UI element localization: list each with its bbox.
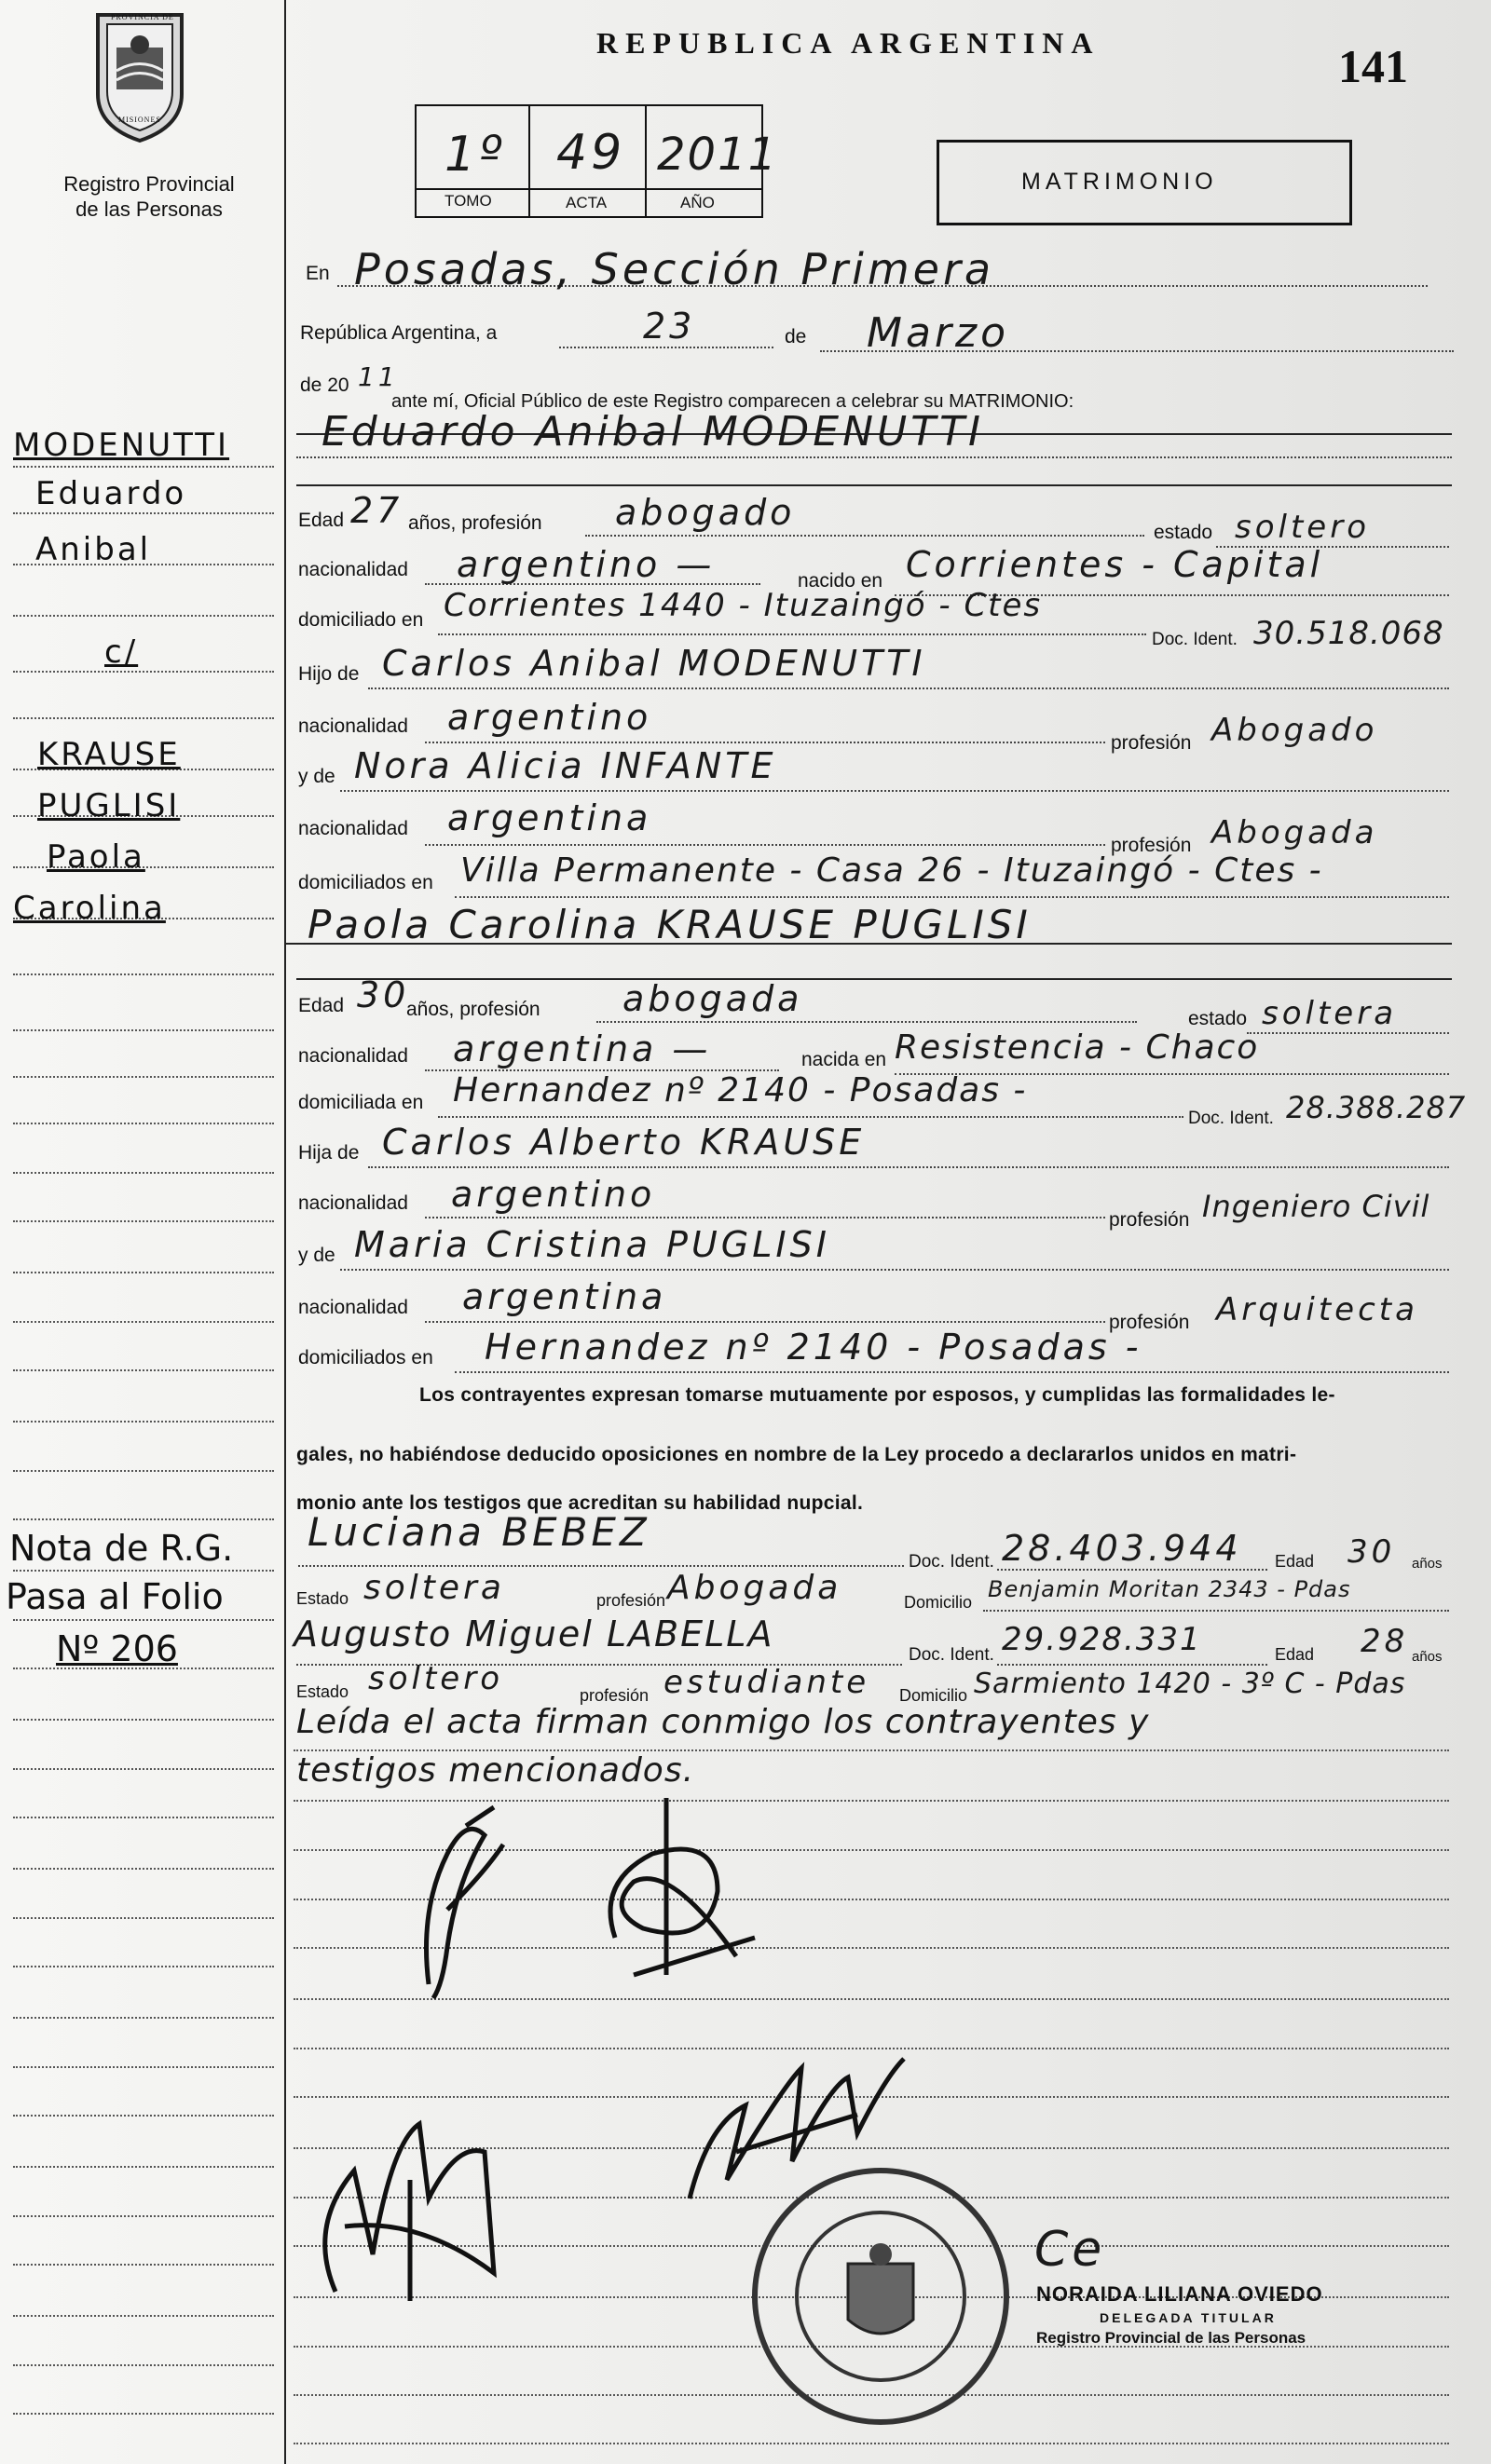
bride-mother-profession: Arquitecta [1216, 1291, 1418, 1328]
groom-birthplace: Corrientes - Capital [906, 544, 1324, 585]
groom-father-nationality: argentino [447, 697, 652, 738]
bride-doc: 28.388.287 [1286, 1090, 1467, 1125]
declaration-line2: gales, no habiéndose deducido oposiciones en nombre de la Ley procedo a declararlos unidos en matri- [296, 1444, 1297, 1465]
margin-note-line2: Pasa al Folio [6, 1576, 224, 1617]
bride-edad-label: Edad [298, 995, 345, 1016]
officer-name: NORAIDA LILIANA OVIEDO [1036, 2282, 1323, 2306]
witness1-address: Benjamin Moritan 2343 - Pdas [988, 1576, 1351, 1602]
en-label: En [306, 263, 330, 284]
anio-label: AÑO [680, 194, 715, 211]
tomo-label: TOMO [445, 192, 492, 210]
margin-groom-surname: MODENUTTI [13, 427, 230, 464]
groom-estado: soltero [1235, 509, 1370, 546]
margin-groom-first: Eduardo [35, 475, 187, 512]
groom-domicilio-label: domiciliado en [298, 609, 424, 631]
appear-text: ante mí, Oficial Público de este Registro comparecen a celebrar su MATRIMONIO: [391, 391, 1074, 412]
provincial-seal-icon [79, 6, 200, 145]
seal-bottom-text: MISIONES [118, 116, 161, 124]
margin-note-line3: Nº 206 [56, 1628, 178, 1669]
witness1-estado-label: Estado [296, 1589, 349, 1608]
witness2-address: Sarmiento 1420 - 3º C - Pdas [974, 1668, 1406, 1700]
groom-edad-label: Edad [298, 510, 345, 531]
groom-mother-prof-label: profesión [1111, 835, 1192, 856]
officer-title: DELEGADA TITULAR [1100, 2310, 1277, 2325]
groom-father-prof-label: profesión [1111, 732, 1192, 754]
bride-birthplace: Resistencia - Chaco [895, 1028, 1260, 1067]
record-type-box [937, 140, 1352, 225]
record-number-box [415, 104, 779, 218]
bride-father-nat-label: nacionalidad [298, 1192, 408, 1214]
bride-name: Paola Carolina KRAUSE PUGLISI [308, 902, 1032, 947]
bride-domicilio-label: domiciliada en [298, 1092, 424, 1113]
registry-name [28, 171, 270, 222]
year-suffix: 11 [358, 361, 399, 392]
witness1-doc-label: Doc. Ident. [909, 1552, 994, 1572]
witness1-doc: 28.403.944 [1002, 1528, 1242, 1569]
bride-nacionalidad-label: nacionalidad [298, 1045, 408, 1067]
groom-address: Corrientes 1440 - Ituzaingó - Ctes [444, 587, 1043, 624]
witness2-age: 28 [1361, 1623, 1409, 1660]
bride-mother-prof-label: profesión [1109, 1312, 1190, 1333]
bride-mother-nat-label: nacionalidad [298, 1297, 408, 1318]
closing-line1: Leída el acta firman conmigo los contrayentes y [296, 1703, 1150, 1741]
groom-nacido-label: nacido en [798, 570, 883, 592]
witness2-estado: soltero [368, 1660, 503, 1697]
bride-estado-label: estado [1188, 1008, 1248, 1029]
witness1-estado: soltera [363, 1569, 505, 1607]
groom-doc: 30.518.068 [1253, 615, 1444, 652]
acta-label: ACTA [566, 194, 608, 211]
bride-estado: soltera [1262, 995, 1398, 1032]
groom-hijo-label: Hijo de [298, 663, 360, 685]
witness1-domicilio-label: Domicilio [904, 1593, 973, 1612]
anio-value: 2011 [657, 129, 779, 181]
groom-age: 27 [350, 490, 404, 531]
witness1-profesion-label: profesión [596, 1591, 666, 1610]
witness1-anos-label: años [1412, 1556, 1443, 1572]
witness2-profesion-label: profesión [580, 1686, 650, 1705]
officer-office: Registro Provincial de las Personas [1036, 2329, 1306, 2347]
margin-bride-surname1: KRAUSE [37, 736, 181, 773]
witness1-profession: Abogada [667, 1569, 842, 1607]
year-prefix: de 20 [300, 374, 349, 396]
bride-address: Hernandez nº 2140 - Posadas - [453, 1071, 1028, 1109]
groom-father: Carlos Anibal MODENUTTI [382, 643, 926, 684]
officer-initials: Ce [1034, 2222, 1106, 2278]
bride-father-prof-label: profesión [1109, 1209, 1190, 1231]
witness1-age: 30 [1347, 1533, 1396, 1571]
bride-parents-dom-label: domiciliados en [298, 1347, 433, 1368]
declaration-line1: Los contrayentes expresan tomarse mutuamente por esposos, y cumplidas las formalidades le- [419, 1384, 1335, 1406]
groom-mother-profession: Abogada [1211, 814, 1378, 851]
witness2-edad-label: Edad [1275, 1645, 1315, 1664]
groom-father-profession: Abogado [1211, 712, 1378, 749]
declaration-line3: monio ante los testigos que acreditan su habilidad nupcial. [296, 1492, 864, 1514]
bride-doc-label: Doc. Ident. [1188, 1109, 1274, 1128]
margin-note-line1: Nota de R.G. [9, 1528, 234, 1569]
groom-mother: Nora Alicia INFANTE [354, 745, 777, 786]
bride-anos-profesion-label: años, profesión [406, 999, 540, 1020]
bride-nacida-label: nacida en [801, 1049, 887, 1070]
groom-nationality: argentino — [457, 544, 716, 585]
groom-anos-profesion-label: años, profesión [408, 512, 542, 534]
groom-mother-nat-label: nacionalidad [298, 818, 408, 839]
bride-nationality: argentina — [453, 1028, 712, 1069]
margin-conj: c/ [104, 633, 139, 671]
groom-yde-label: y de [298, 766, 335, 787]
acta-value: 49 [556, 125, 626, 181]
registry-name-line1: Registro Provincial [63, 172, 235, 196]
bride-father: Carlos Alberto KRAUSE [382, 1122, 866, 1163]
republica-label: República Argentina, a [300, 322, 498, 344]
bride-yde-label: y de [298, 1245, 335, 1266]
groom-nacionalidad-label: nacionalidad [298, 559, 408, 580]
de-label: de [785, 326, 807, 347]
witness2-anos-label: años [1412, 1649, 1443, 1665]
bride-hija-label: Hija de [298, 1142, 360, 1164]
record-type: MATRIMONIO [1021, 169, 1218, 195]
bride-age: 30 [357, 974, 410, 1015]
intro-day: 23 [643, 306, 696, 347]
groom-parents-dom-label: domiciliados en [298, 872, 433, 893]
page-number: 141 [1338, 40, 1408, 92]
witness2-domicilio-label: Domicilio [899, 1686, 968, 1705]
bride-parents-address: Hernandez nº 2140 - Posadas - [485, 1327, 1142, 1368]
intro-month: Marzo [867, 309, 1010, 357]
closing-line2: testigos mencionados. [296, 1751, 695, 1790]
signature-bride [578, 1789, 764, 1994]
registry-name-line2: de las Personas [75, 197, 223, 221]
bride-mother: Maria Cristina PUGLISI [354, 1224, 830, 1265]
signature-witness1 [270, 2087, 550, 2310]
witness2-profession: estudiante [663, 1664, 870, 1701]
witness2-doc-label: Doc. Ident. [909, 1645, 994, 1665]
witness2-name: Augusto Miguel LABELLA [294, 1613, 774, 1654]
groom-name: Eduardo Anibal MODENUTTI [321, 408, 984, 456]
registry-logo [79, 6, 200, 145]
witness2-estado-label: Estado [296, 1682, 349, 1701]
groom-father-nat-label: nacionalidad [298, 715, 408, 737]
margin-bride-middle: Carolina [13, 890, 166, 927]
country-heading: REPUBLICA ARGENTINA [596, 26, 1101, 60]
margin-groom-middle: Anibal [35, 531, 152, 568]
groom-estado-label: estado [1154, 522, 1213, 543]
groom-profession: abogado [615, 492, 796, 533]
bride-mother-nationality: argentina [462, 1276, 667, 1317]
bride-father-nationality: argentino [451, 1174, 656, 1215]
intro-place: Posadas, Sección Primera [354, 244, 995, 294]
seal-top-text: PROVINCIA DE [111, 13, 174, 21]
bride-profession: abogada [622, 978, 803, 1019]
margin-bride-surname2: PUGLISI [37, 787, 181, 824]
witness1-edad-label: Edad [1275, 1552, 1315, 1571]
official-stamp-icon [746, 2161, 1016, 2431]
signature-groom [391, 1798, 531, 2012]
tomo-value: 1º [445, 127, 506, 183]
witness2-doc: 29.928.331 [1002, 1621, 1202, 1658]
bride-father-profession: Ingeniero Civil [1202, 1189, 1430, 1224]
groom-mother-nationality: argentina [447, 797, 652, 838]
groom-parents-address: Villa Permanente - Casa 26 - Ituzaingó - Ctes - [460, 851, 1323, 890]
groom-doc-label: Doc. Ident. [1152, 630, 1238, 649]
witness1-name: Luciana BEBEZ [308, 1509, 650, 1555]
margin-bride-first: Paola [47, 838, 145, 876]
